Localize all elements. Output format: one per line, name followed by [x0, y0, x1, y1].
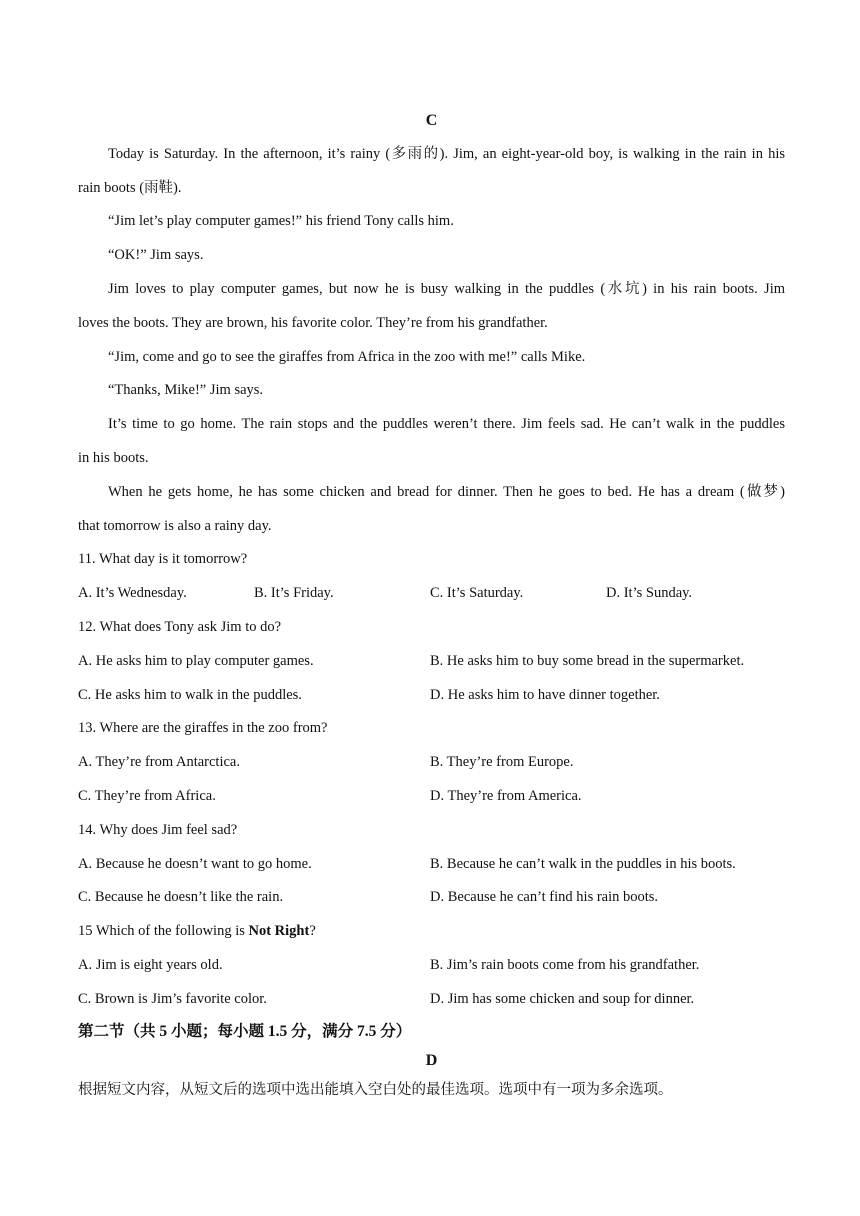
- question-12-options-cd: [78, 679, 785, 713]
- option-12-d: D. He asks him to have dinner together.: [430, 686, 660, 703]
- option-15-a: A. Jim is eight years old.: [78, 956, 223, 973]
- question-14-options-ab: [78, 848, 785, 882]
- passage-paragraph-7-line-2: in his boots.: [78, 449, 149, 466]
- question-15-stem: [78, 915, 785, 949]
- question-13-stem: 13. Where are the giraffes in the zoo from?: [78, 720, 328, 737]
- option-13-a: A. They’re from Antarctica.: [78, 754, 240, 771]
- passage-paragraph-4-line-1: Jim loves to play computer games, but now he is busy walking in the puddles (水坑) in his rain boots. Jim: [108, 280, 785, 297]
- passage-paragraph-8-line-1: When he gets home, he has some chicken and bread for dinner. Then he goes to bed. He has a dream (做梦): [108, 483, 785, 500]
- question-12-stem: 12. What does Tony ask Jim to do?: [78, 618, 282, 635]
- passage-paragraph-1-line-1: Today is Saturday. In the afternoon, it’s rainy (多雨的). Jim, an eight-year-old boy, is walking in the rain in his: [108, 145, 785, 162]
- option-11-a: A. It’s Wednesday.: [78, 585, 187, 602]
- question-11-stem: 11. What day is it tomorrow?: [78, 551, 248, 568]
- passage-paragraph-8-line-2: that tomorrow is also a rainy day.: [78, 517, 272, 534]
- option-14-b: B. Because he can’t walk in the puddles in his boots.: [430, 855, 736, 872]
- question-15-stem-emphasis: Not Right: [248, 923, 310, 940]
- page-content: [78, 104, 785, 1105]
- question-15-stem-prefix: 15 Which of the following is: [78, 923, 249, 940]
- question-15-options-cd: [78, 983, 785, 1017]
- question-13-options-cd: [78, 780, 785, 814]
- passage-paragraph-4-line-2: loves the boots. They are brown, his favorite color. They’re from his grandfather.: [78, 314, 548, 331]
- passage-paragraph-1-line-2: rain boots (雨鞋).: [78, 179, 182, 196]
- passage-paragraph-6: “Thanks, Mike!” Jim says.: [108, 382, 264, 399]
- option-13-d: D. They’re from America.: [430, 787, 582, 804]
- question-14-stem: 14. Why does Jim feel sad?: [78, 821, 238, 838]
- option-11-b: B. It’s Friday.: [254, 585, 334, 602]
- option-14-a: A. Because he doesn’t want to go home.: [78, 855, 312, 872]
- question-11-options: [78, 577, 785, 611]
- option-12-c: C. He asks him to walk in the puddles.: [78, 686, 302, 703]
- section-2-instruction: 根据短文内容，从短文后的选项中选出能填入空白处的最佳选项。选项中有一项为多余选项。: [78, 1081, 673, 1098]
- option-12-a: A. He asks him to play computer games.: [78, 652, 314, 669]
- passage-paragraph-2: “Jim let’s play computer games!” his friend Tony calls him.: [108, 213, 454, 230]
- option-15-d: D. Jim has some chicken and soup for dinner.: [430, 990, 695, 1007]
- option-15-c: C. Brown is Jim’s favorite color.: [78, 990, 267, 1007]
- question-15-options-ab: [78, 949, 785, 983]
- passage-paragraph-5: “Jim, come and go to see the giraffes from Africa in the zoo with me!” calls Mike.: [108, 348, 586, 365]
- passage-paragraph-7-line-1: It’s time to go home. The rain stops and the puddles weren’t there. Jim feels sad. He can’t walk in the puddles: [108, 416, 785, 433]
- option-14-c: C. Because he doesn’t like the rain.: [78, 889, 284, 906]
- question-14-options-cd: [78, 881, 785, 915]
- option-11-c: C. It’s Saturday.: [430, 585, 524, 602]
- option-13-b: B. They’re from Europe.: [430, 754, 574, 771]
- section-2-heading: 第二节（共 5 小题；每小题 1.5 分，满分 7.5 分）: [78, 1022, 412, 1040]
- option-13-c: C. They’re from Africa.: [78, 787, 216, 804]
- option-15-b: B. Jim’s rain boots come from his grandfather.: [430, 956, 700, 973]
- option-11-d: D. It’s Sunday.: [606, 585, 693, 602]
- question-13-options-ab: [78, 746, 785, 780]
- passage-d-title: D: [425, 1051, 438, 1069]
- option-14-d: D. Because he can’t find his rain boots.: [430, 889, 659, 906]
- option-12-b: B. He asks him to buy some bread in the supermarket.: [430, 652, 745, 669]
- question-12-options-ab: [78, 645, 785, 679]
- passage-c-title: C: [425, 112, 438, 129]
- passage-paragraph-3: “OK!” Jim says.: [108, 247, 204, 264]
- question-15-stem-suffix: ?: [309, 923, 316, 940]
